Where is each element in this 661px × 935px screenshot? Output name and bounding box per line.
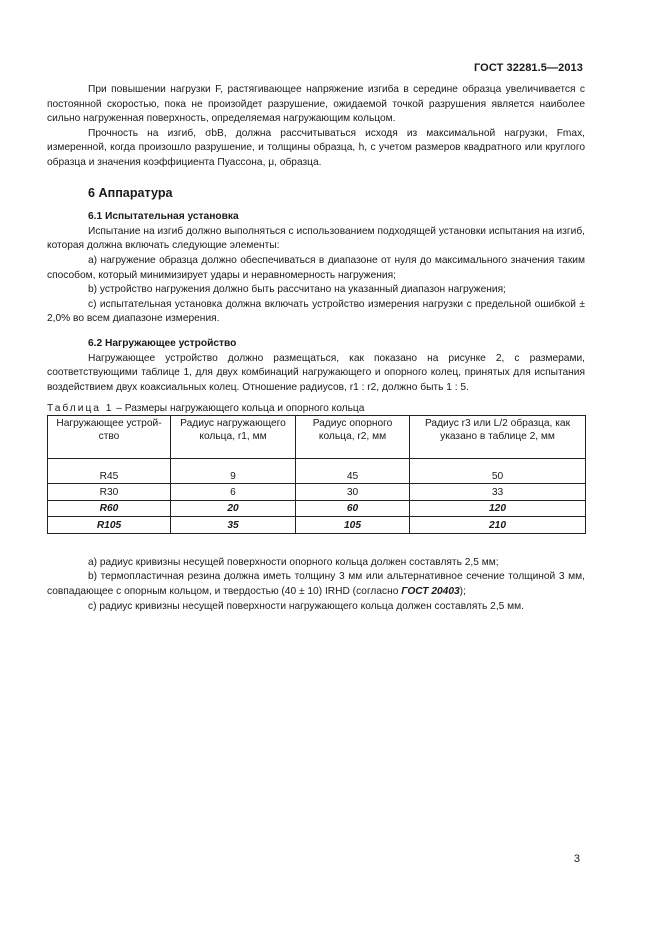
table-row [48, 459, 586, 484]
cell-r3: 50 [410, 459, 586, 484]
header-device: Нагружающее устрой-ство [48, 416, 171, 459]
cell-r2: 60 [296, 500, 410, 517]
table-row [48, 500, 586, 517]
cell-r2: 45 [296, 459, 410, 484]
table-row [48, 484, 586, 501]
section-6-2-title: 6.2 Нагружающее устройство [88, 337, 237, 349]
section-6-1-text: Испытание на изгиб должно выполняться с использованием подходящей установки испытания на изгиб, которая должна включать следующие элементы: [47, 225, 585, 252]
note-b [47, 570, 585, 599]
table-caption [47, 403, 585, 415]
table-notes [47, 556, 585, 614]
cell-r3: 120 [410, 500, 586, 517]
ring-dimensions-table [47, 415, 586, 534]
cell-device: R60 [48, 500, 171, 517]
table-header-row [48, 416, 586, 459]
section-6-1-item-a: а) нагружение образца должно обеспечиваться в диапазоне от нуля до максимального значения таким способом, который минимизирует удары и неравномерность нагружения; [47, 254, 585, 281]
note-c: с) радиус кривизны несущей поверхности нагружающего кольца должен составлять 2,5 мм. [88, 600, 524, 612]
section-6-1-item-b: b) устройство нагружения должно быть рассчитано на указанный диапазон нагружения; [88, 284, 506, 296]
cell-r2: 30 [296, 484, 410, 501]
cell-device: R105 [48, 517, 171, 534]
note-a: а) радиус кривизны несущей поверхности опорного кольца должен составлять 2,5 мм; [88, 556, 499, 568]
cell-r1: 20 [171, 500, 296, 517]
section-6-1-item-c: с) испытательная установка должна включать устройство измерения нагрузки с предельной ошибкой ± 2,0% во всем диапазоне измерения. [47, 298, 585, 325]
header-r3: Радиус r3 или L/2 образца, как указано в таблице 2, мм [410, 416, 586, 459]
cell-r1: 35 [171, 517, 296, 534]
header-r2: Радиус опорного кольца, r2, мм [296, 416, 410, 459]
note-b-standard-ref: ГОСТ 20403 [401, 585, 460, 597]
page-number: 3 [573, 853, 580, 865]
note-b-text: b) термопластичная резина должна иметь толщину 3 мм или альтернативное сечение толщиной 3 мм, совпадающее с опорным кольцом, и твердостью (40 ± 10) IRHD (согласно [47, 571, 585, 597]
section-6-2-text: Нагружающее устройство должно размещаться, как показано на рисунке 2, с размерами, соответствующими таблице 1, для двух комбинаций нагружающего и опорного колец, принятых для испытания воздействием двух коаксиальных колец. Отношение радиусов, r1 : r2, должно быть 1 : 5. [47, 352, 585, 393]
table-row [48, 517, 586, 534]
table-caption-text: – Размеры нагружающего кольца и опорного кольца [113, 403, 365, 415]
table-caption-label: Таблица 1 [47, 403, 114, 415]
section-6-1-title: 6.1 Испытательная установка [88, 211, 239, 223]
paragraph-load-increase: При повышении нагрузки F, растягивающее напряжение изгиба в середине образца увеличивается с постоянной скоростью, пока не произойдет разрушение, ожидаемой точкой разрушения является наиболее сильно нагруженная поверхность, определяемая нагружающим кольцом. [47, 84, 585, 125]
section-6-title: 6 Аппаратура [88, 185, 173, 200]
paragraph-flexural-strength: Прочность на изгиб, σbB, должна рассчитываться исходя из максимальной нагрузки, Fmax, измеренной, когда произошло разрушение, и толщины образца, h, с учетом размеров квадратного или круглого образца и значения коэффициента Пуассона, μ, образца. [47, 127, 585, 168]
document-body [47, 83, 585, 614]
cell-device: R45 [48, 459, 171, 484]
note-b-end: ); [459, 585, 466, 597]
cell-r3: 33 [410, 484, 586, 501]
cell-r3: 210 [410, 517, 586, 534]
cell-device: R30 [48, 484, 171, 501]
cell-r2: 105 [296, 517, 410, 534]
cell-r1: 6 [171, 484, 296, 501]
header-r1: Радиус нагружающего кольца, r1, мм [171, 416, 296, 459]
document-code-header: ГОСТ 32281.5—2013 [473, 62, 583, 74]
cell-r1: 9 [171, 459, 296, 484]
